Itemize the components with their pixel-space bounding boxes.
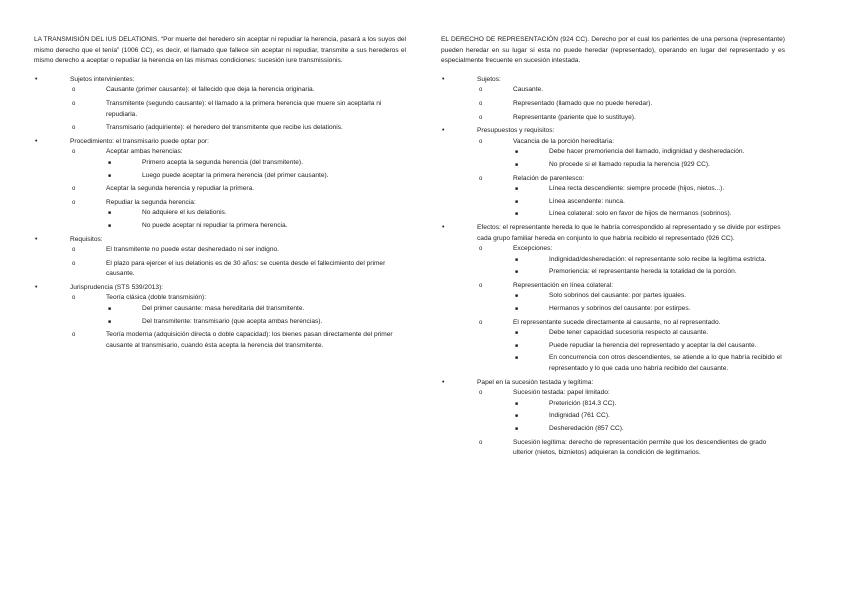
sub-item-text: Aceptar ambas herencias: <box>106 148 183 156</box>
sub-item-text: Representación en línea colateral: <box>513 281 614 289</box>
sub-item-text: Representado (llamado que no puede heredar). <box>513 99 653 107</box>
sub-list <box>70 245 406 280</box>
sub-sub-item-text: Puede repudiar la herencia del representado y aceptar la del causante. <box>549 341 757 349</box>
sub-sub-item-text: Línea colateral: solo en favor de hijos de hermanos (sobrinos). <box>549 210 732 218</box>
sub-sub-item <box>513 291 785 302</box>
outline-item-text: Jurisprudencia (STS 539/2013): <box>70 283 164 291</box>
sub-sub-item <box>513 399 785 410</box>
sub-item <box>70 147 406 181</box>
bullet-square-icon: ■ <box>515 413 519 420</box>
sub-sub-list <box>106 208 406 231</box>
bullet-circle-icon: o <box>479 114 483 121</box>
bullet-circle-icon: o <box>479 390 483 397</box>
sub-sub-item-text: Desheredación (857 CC). <box>549 425 624 432</box>
bullet-square-icon: ■ <box>515 400 519 407</box>
sub-sub-item-text: Solo sobrinos del causante: por partes iguales. <box>549 292 687 300</box>
sub-item <box>477 174 785 220</box>
sub-sub-item-text: Luego puede aceptar la primera herencia (del primer causante). <box>142 171 329 179</box>
sub-sub-item <box>513 411 785 422</box>
sub-item <box>70 123 406 134</box>
sub-sub-item <box>513 353 785 374</box>
sub-sub-item-text: Hermanos y sobrinos del causante: por estirpes. <box>549 305 691 313</box>
sub-sub-item <box>106 317 406 328</box>
sub-item <box>477 281 785 315</box>
sub-sub-item-text: No adquiere el ius delationis. <box>142 209 227 217</box>
bullet-square-icon: ■ <box>515 198 519 205</box>
sub-item <box>70 259 406 280</box>
bullet-circle-icon: o <box>479 138 483 145</box>
sub-sub-item <box>513 209 785 220</box>
outline-item <box>34 235 406 280</box>
sub-sub-list <box>106 158 406 181</box>
sub-sub-item <box>513 267 785 278</box>
left-intro-paragraph: LA TRANSMISIÓN DEL IUS DELATIONIS. “Por muerte del heredero sin aceptar ni repudiar la herencia, pasará a los suyos del mismo derecho que el tenía” (1006 CC), es decir, el llamado que fallece sin aceptar ni repudiar, transmite a sus herederos el mismo derecho a aceptar o repudiar la herencia en las mismas condiciones: sucesión iure transmissionis. <box>34 36 406 65</box>
sub-sub-item-text: Indignidad (761 CC). <box>549 412 610 420</box>
sub-item-text: Causante. <box>513 86 544 94</box>
bullet-square-icon: ■ <box>515 186 519 193</box>
sub-item-text: Causante (primer causante): el fallecido que deja la herencia originaria. <box>106 86 315 94</box>
bullet-square-icon: ■ <box>108 306 112 313</box>
sub-list <box>477 244 785 375</box>
bullet-circle-icon: o <box>479 87 483 94</box>
sub-item <box>477 438 785 459</box>
sub-sub-item-text: Indignidad/desheredación: el representante solo recibe la legítima estricta. <box>549 255 767 263</box>
sub-list <box>70 147 406 231</box>
outline-item-text: Papel en la sucesión testada y legítima: <box>477 378 594 386</box>
sub-sub-item-text: Línea ascendente: nunca. <box>549 197 625 205</box>
sub-item-text: El plazo para ejercer el ius delationis es de 30 años: se cuenta desde el fallecimiento del primer causante. <box>106 259 386 278</box>
bullet-disc-icon: • <box>35 235 38 243</box>
bullet-circle-icon: o <box>479 175 483 182</box>
right-column <box>441 35 785 462</box>
sub-sub-list <box>513 147 785 170</box>
bullet-square-icon: ■ <box>108 172 112 179</box>
bullet-disc-icon: • <box>442 223 445 231</box>
bullet-disc-icon: • <box>35 75 38 83</box>
sub-item-text: Sucesión testada: papel limitado: <box>513 389 610 397</box>
left-outline <box>34 75 406 352</box>
bullet-square-icon: ■ <box>515 211 519 218</box>
sub-item <box>477 137 785 171</box>
sub-sub-list <box>513 184 785 220</box>
sub-sub-list <box>513 399 785 435</box>
bullet-disc-icon: • <box>35 137 38 145</box>
bullet-square-icon: ■ <box>515 269 519 276</box>
sub-sub-item-text: Del primer causante: masa hereditaria del transmitente. <box>142 305 305 313</box>
sub-item <box>477 318 785 375</box>
bullet-circle-icon: o <box>72 260 76 267</box>
sub-item-text: Teoría clásica (doble transmisión): <box>106 294 207 302</box>
bullet-disc-icon: • <box>442 127 445 135</box>
bullet-circle-icon: o <box>72 100 76 107</box>
sub-sub-item-text: Debe tener capacidad sucesoria respecto al causante. <box>549 329 709 337</box>
bullet-square-icon: ■ <box>515 149 519 156</box>
outline-item <box>441 75 785 123</box>
bullet-square-icon: ■ <box>515 342 519 349</box>
bullet-circle-icon: o <box>72 247 76 254</box>
sub-sub-list <box>513 255 785 278</box>
sub-sub-item-text: Debe hacer premoriencia del llamado, indignidad y desheredación. <box>549 148 745 156</box>
sub-list <box>70 293 406 351</box>
sub-sub-item <box>106 221 406 232</box>
sub-item-text: El transmitente no puede estar desheredado ni ser indigno. <box>106 246 280 254</box>
sub-sub-item-text: Preterición (814.3 CC). <box>549 399 617 407</box>
outline-item-text: Efectos: el representante hereda lo que le habría correspondido al representado y se divide por estirpes cada grupo familiar hereda en conjunto lo que habría recibido el representado (926 CC). <box>477 223 781 242</box>
bullet-square-icon: ■ <box>515 161 519 168</box>
bullet-square-icon: ■ <box>515 330 519 337</box>
sub-sub-item <box>106 208 406 219</box>
sub-sub-item <box>513 328 785 339</box>
bullet-circle-icon: o <box>72 295 76 302</box>
outline-item-text: Presupuestos y requisitos: <box>477 127 555 135</box>
bullet-circle-icon: o <box>479 246 483 253</box>
sub-sub-item <box>513 304 785 315</box>
sub-sub-item <box>513 341 785 352</box>
outline-item <box>441 378 785 459</box>
sub-list <box>477 388 785 459</box>
bullet-square-icon: ■ <box>515 426 519 432</box>
sub-sub-item-text: No puede aceptar ni repudiar la primera herencia. <box>142 221 288 229</box>
sub-item <box>70 184 406 195</box>
bullet-circle-icon: o <box>72 186 76 193</box>
sub-item <box>70 198 406 232</box>
bullet-circle-icon: o <box>479 282 483 289</box>
bullet-circle-icon: o <box>479 439 483 446</box>
sub-item-text: Repudiar la segunda herencia: <box>106 198 196 206</box>
sub-item-text: El representante sucede directamente al causante, no al representado. <box>513 318 721 326</box>
outline-item <box>441 223 785 375</box>
bullet-disc-icon: • <box>442 378 445 386</box>
outline-item <box>34 137 406 232</box>
sub-item-text: Aceptar la segunda herencia y repudiar la primera. <box>106 185 255 193</box>
sub-item <box>477 113 785 124</box>
sub-sub-list <box>513 328 785 374</box>
bullet-circle-icon: o <box>72 332 76 339</box>
bullet-circle-icon: o <box>72 125 76 132</box>
sub-sub-item-text: Primero acepta la segunda herencia (del transmitente). <box>142 158 303 166</box>
sub-sub-item <box>106 171 406 182</box>
outline-item-text: Requisitos: <box>70 235 103 243</box>
sub-item <box>70 293 406 327</box>
outline-item-text: Sujetos: <box>477 75 501 83</box>
right-outline <box>441 75 785 459</box>
bullet-disc-icon: • <box>442 75 445 83</box>
bullet-circle-icon: o <box>72 87 76 94</box>
bullet-circle-icon: o <box>72 199 76 206</box>
sub-sub-item <box>513 160 785 171</box>
bullet-square-icon: ■ <box>108 318 112 325</box>
bullet-square-icon: ■ <box>108 210 112 217</box>
sub-item <box>70 245 406 256</box>
sub-list <box>477 137 785 220</box>
sub-sub-item <box>513 184 785 195</box>
sub-item <box>70 99 406 120</box>
sub-list <box>477 85 785 123</box>
sub-sub-item-text: En concurrencia con otros descendientes, se atiende a lo que habría recibido el representado y lo que cada uno habría recibido del causante. <box>549 354 782 373</box>
bullet-square-icon: ■ <box>515 306 519 313</box>
sub-sub-item <box>513 424 785 435</box>
sub-item <box>70 85 406 96</box>
sub-item <box>477 388 785 434</box>
sub-sub-item <box>513 197 785 208</box>
sub-sub-item-text: Del transmitente: transmisario (que acepta ambas herencias). <box>142 317 323 325</box>
outline-item <box>34 283 406 352</box>
sub-item <box>477 244 785 278</box>
bullet-square-icon: ■ <box>515 293 519 300</box>
sub-sub-item <box>106 158 406 169</box>
sub-item <box>70 330 406 351</box>
sub-sub-item <box>513 255 785 266</box>
sub-item-text: Vacancia de la porción hereditaria: <box>513 137 615 145</box>
sub-sub-list <box>513 291 785 314</box>
sub-list <box>70 85 406 133</box>
bullet-square-icon: ■ <box>108 222 112 229</box>
sub-sub-item <box>106 304 406 315</box>
sub-sub-item-text: Premoriencia: el representante hereda la totalidad de la porción. <box>549 268 737 276</box>
bullet-square-icon: ■ <box>108 159 112 166</box>
sub-sub-item <box>513 147 785 158</box>
sub-item-text: Transmisario (adquiriente): el heredero del transmitente que recibe ius delationis. <box>106 124 343 132</box>
sub-item <box>477 85 785 96</box>
sub-item-text: Relación de parentesco: <box>513 174 585 182</box>
bullet-square-icon: ■ <box>515 355 519 362</box>
outline-item-text: Procedimiento: el transmisario puede optar por: <box>70 137 209 145</box>
outline-item <box>441 126 785 220</box>
sub-sub-item-text: Línea recta descendiente: siempre procede (hijos, nietos...). <box>549 185 725 193</box>
bullet-circle-icon: o <box>479 100 483 107</box>
bullet-circle-icon: o <box>72 149 76 156</box>
outline-item-text: Sujetos intervinientes: <box>70 75 135 83</box>
sub-item-text: Transmitente (segundo causante): el llamado a la primera herencia que muere sin aceptarla ni repudiarla. <box>106 99 382 118</box>
sub-sub-item-text: No procede si el llamado repudia la herencia (929 CC). <box>549 160 710 168</box>
sub-item-text: Representante (pariente que lo sustituye). <box>513 113 636 121</box>
bullet-disc-icon: • <box>35 283 38 291</box>
sub-item <box>477 99 785 110</box>
sub-item-text: Teoría moderna (adquisición directa o doble capacidad): los bienes pasan directamente del primer causante al transmisario, cuando ésta acepta la herencia del transmitente. <box>106 331 393 349</box>
left-column <box>34 35 406 354</box>
sub-sub-list <box>106 304 406 327</box>
outline-item <box>34 75 406 134</box>
sub-item-text: Sucesión legítima: derecho de representación permite que los descendientes de grado ulterior (nietos, biznietos) adquieran la condición de legitimarios. <box>513 438 767 457</box>
sub-item-text: Excepciones: <box>513 245 553 253</box>
bullet-square-icon: ■ <box>515 256 519 263</box>
bullet-circle-icon: o <box>479 319 483 326</box>
right-intro-paragraph: EL DERECHO DE REPRESENTACIÓN (924 CC). Derecho por el cual los parientes de una persona (representante) pueden heredar en su lugar si esta no puede heredar (representado), operando en lugar del representado y es especialmente frecuente en sucesión intestada. <box>441 36 785 65</box>
